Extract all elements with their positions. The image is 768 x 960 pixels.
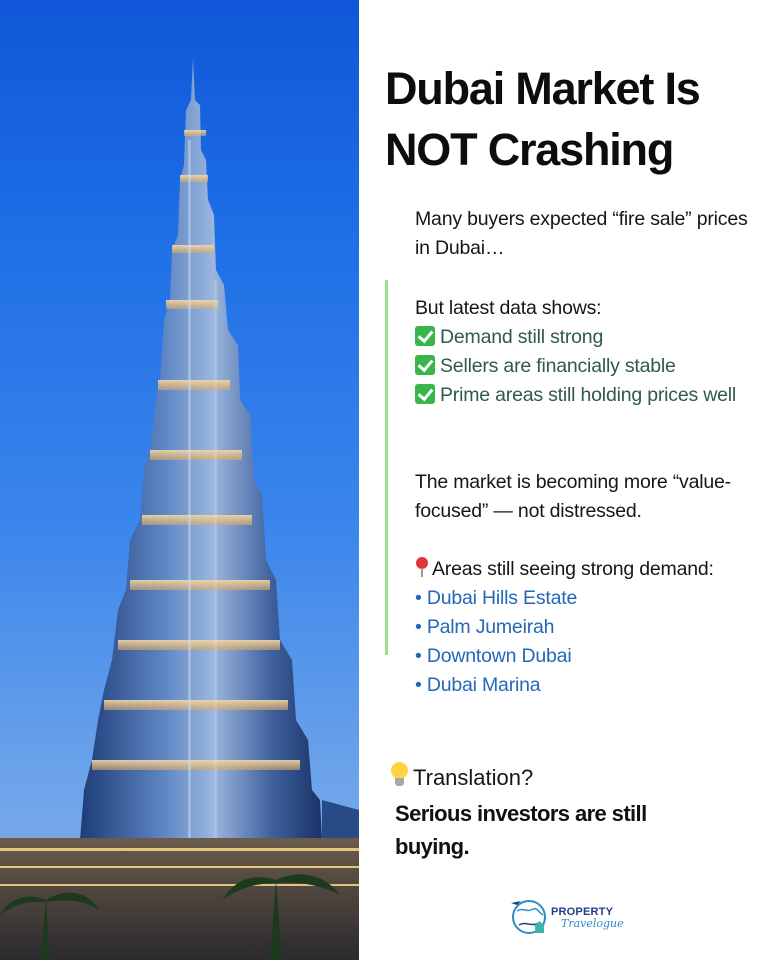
accent-bar	[385, 280, 388, 655]
area-item: • Dubai Marina	[415, 674, 541, 696]
data-point-text: Prime areas still holding prices well	[440, 384, 737, 406]
data-heading: But latest data shows:	[415, 297, 602, 319]
tower-photo	[0, 0, 359, 960]
area-item: • Downtown Dubai	[415, 645, 572, 667]
areas-section	[415, 555, 760, 700]
logo-tagline: Travelogue	[561, 917, 624, 930]
check-mark-icon	[415, 355, 435, 375]
areas-heading: Areas still seeing strong demand:	[432, 558, 714, 580]
market-note: The market is becoming more “value-focused” — not distressed.	[415, 471, 731, 522]
content-panel	[359, 0, 768, 960]
data-point	[415, 352, 760, 381]
translation-row	[389, 761, 759, 793]
data-point	[415, 323, 760, 352]
headline: Dubai Market Is NOT Crashing	[385, 63, 700, 175]
data-point-text: Sellers are financially stable	[440, 355, 676, 377]
intro-text: Many buyers expected “fire sale” prices in Dubai…	[415, 208, 748, 259]
check-mark-icon	[415, 326, 435, 346]
areas-heading-row	[415, 555, 760, 584]
area-item: • Dubai Hills Estate	[415, 587, 578, 609]
check-mark-icon	[415, 384, 435, 404]
globe-icon	[509, 895, 551, 939]
brand-logo	[509, 895, 629, 945]
logo-brand: PROPERTY	[551, 906, 614, 918]
translation-label: Translation?	[413, 765, 534, 790]
conclusion-text: Serious investors are still buying.	[395, 801, 647, 859]
data-point	[415, 381, 760, 410]
light-bulb-icon	[389, 761, 411, 789]
burj-khalifa-illustration	[0, 0, 359, 960]
data-section	[415, 294, 760, 410]
round-pushpin-icon	[415, 556, 429, 578]
area-item: • Palm Jumeirah	[415, 616, 555, 638]
data-point-text: Demand still strong	[440, 326, 604, 348]
